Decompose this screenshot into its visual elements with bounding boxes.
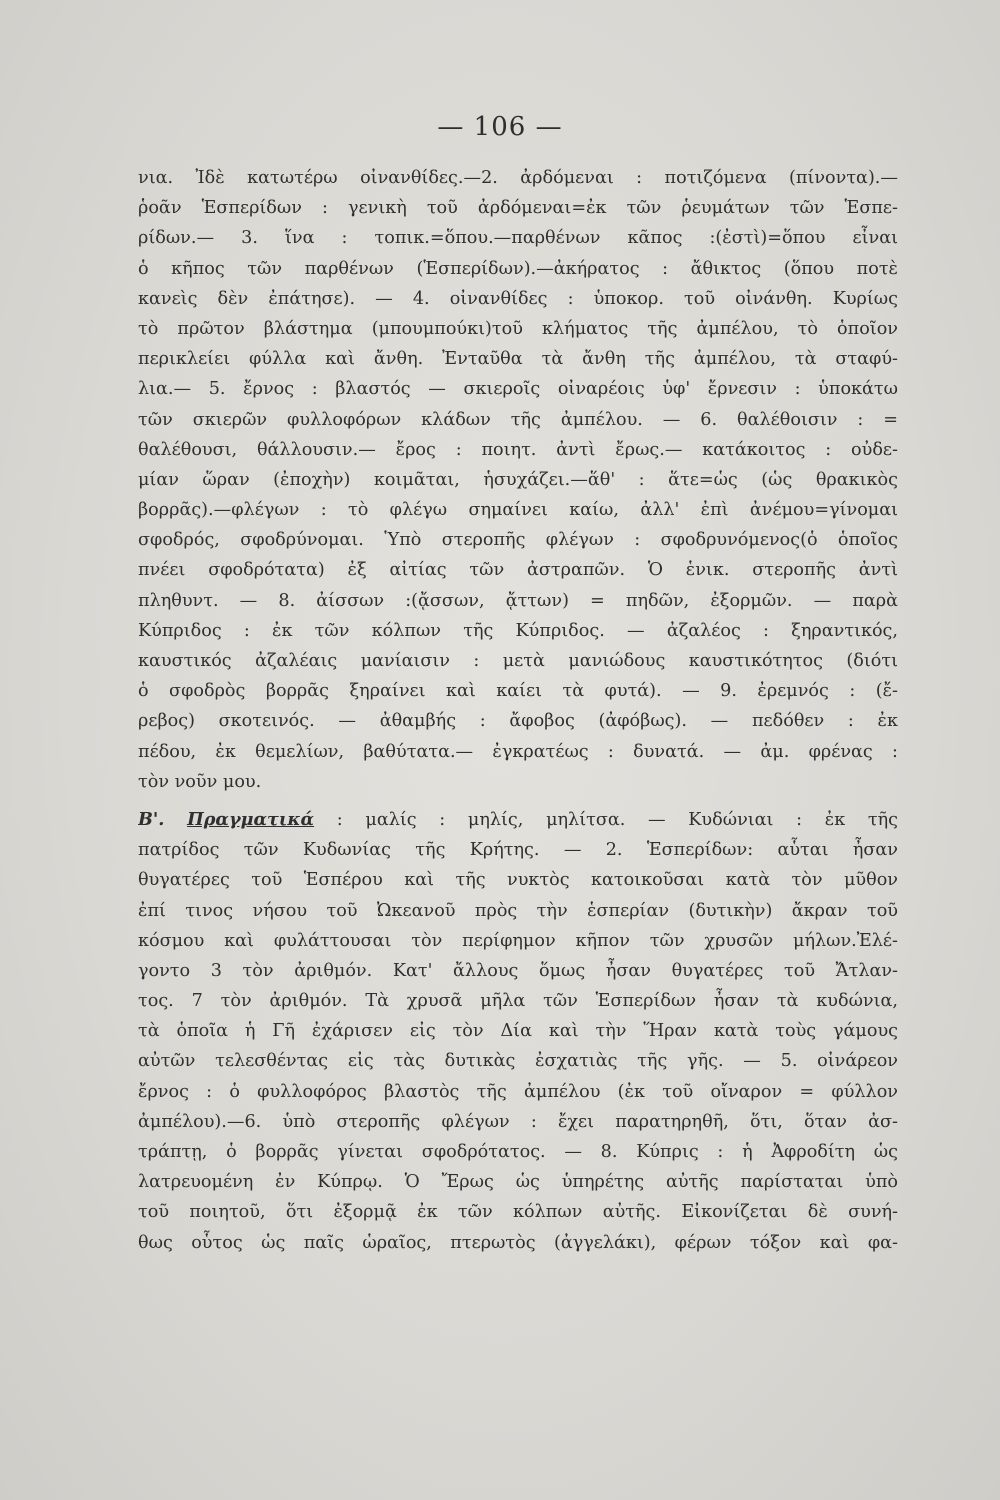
text-line: τος. 7 τὸν ἀριθμόν. Τὰ χρυσᾶ μῆλα τῶν Ἑσπερίδων ἦσαν τὰ κυδώνια, bbox=[138, 991, 898, 1012]
text-line: ρίδων.— 3. ἵνα : τοπικ.=ὅπου.—παρθένων κᾶπος :(ἐστὶ)=ὅπου εἶναι bbox=[138, 228, 898, 249]
text-line: ἐπί τινος νήσου τοῦ Ὠκεανοῦ πρὸς τὴν ἑσπερίαν (δυτικὴν) ἄκραν τοῦ bbox=[138, 900, 898, 921]
text-line: τράπτῃ, ὁ βορρᾶς γίνεται σφοδρότατος. — 8. Κύπρις : ἡ Ἀφροδίτη ὡς bbox=[138, 1142, 898, 1162]
text-line: θως οὗτος ὡς παῖς ὡραῖος, πτερωτὸς (ἀγγελάκι), φέρων τόξον καὶ φα- bbox=[138, 1232, 898, 1253]
text-line: θυγατέρες τοῦ Ἑσπέρου καὶ τῆς νυκτὸς κατοικοῦσαι κατὰ τὸν μῦθον bbox=[138, 870, 898, 891]
text-line: τοῦ ποιητοῦ, ὅτι ἐξορμᾷ ἐκ τῶν κόλπων αὐτῆς. Εἰκονίζεται δὲ συνή- bbox=[138, 1202, 898, 1223]
text-line: μίαν ὥραν (ἐποχὴν) κοιμᾶται, ἡσυχάζει.—ἅθ' : ἅτε=ὡς (ὡς θρακικὸς bbox=[138, 469, 898, 490]
text-line: λατρευομένη ἐν Κύπρῳ. Ὁ Ἔρως ὡς ὑπηρέτης αὐτῆς παρίσταται ὑπὸ bbox=[138, 1172, 898, 1193]
commentary-text bbox=[138, 163, 898, 1258]
text-line: θαλέθουσι, θάλλουσιν.— ἔρος : ποιητ. ἀντὶ ἔρως.— κατάκοιτος : οὐδε- bbox=[138, 439, 898, 460]
text-line: κανεὶς δὲν ἐπάτησε). — 4. οἰνανθίδες : ὑποκορ. τοῦ οἰνάνθη. Κυρίως bbox=[138, 288, 898, 309]
text-line: πέδου, ἐκ θεμελίων, βαθύτατα.— ἐγκρατέως : δυνατά. — ἀμ. φρένας : bbox=[138, 741, 898, 762]
text-line: πνέει σφοδρότατα) ἐξ αἰτίας τῶν ἀστραπῶν. Ὁ ἑνικ. στεροπῆς ἀντὶ bbox=[138, 560, 898, 581]
section-title: Πραγματικά bbox=[187, 808, 315, 830]
text-line: πληθυντ. — 8. ἀίσσων :(ᾄσσων, ᾄττων) = πηδῶν, ἐξορμῶν. — παρὰ bbox=[138, 590, 898, 611]
page-number: — 106 — bbox=[437, 112, 563, 142]
text-line: Κύπριδος : ἐκ τῶν κόλπων τῆς Κύπριδος. — ἀζαλέος : ξηραντικός, bbox=[138, 620, 898, 641]
text-line: νια. Ἰδὲ κατωτέρω οἰνανθίδες.—2. ἀρδόμεναι : ποτιζόμενα (πίνοντα).— bbox=[138, 168, 898, 188]
text-line: τῶν σκιερῶν φυλλοφόρων κλάδων τῆς ἀμπέλου. — 6. θαλέθοισιν : = bbox=[138, 409, 898, 430]
text-line: σφοδρός, σφοδρύνομαι. Ὑπὸ στεροπῆς φλέγων : σφοδρυνόμενος(ὁ ὁποῖος bbox=[138, 530, 898, 551]
text-line: τὰ ὁποῖα ἡ Γῆ ἐχάρισεν εἰς τὸν Δία καὶ τὴν Ἥραν κατὰ τοὺς γάμους bbox=[138, 1021, 898, 1042]
text-line: καυστικός ἀζαλέαις μανίαισιν : μετὰ μανιώδους καυστικότητος (διότι bbox=[138, 651, 898, 671]
text-line: ὁ σφοδρὸς βορρᾶς ξηραίνει καὶ καίει τὰ φυτά). — 9. ἐρεμνός : (ἔ- bbox=[138, 681, 898, 702]
text-line: πατρίδος τῶν Κυδωνίας τῆς Κρήτης. — 2. Ἑσπερίδων: αὗται ἦσαν bbox=[138, 840, 898, 861]
text-line: ρεβος) σκοτεινός. — ἀθαμβής : ἄφοβος (ἀφόβως). — πεδόθεν : ἐκ bbox=[138, 711, 898, 732]
text-line: αὐτῶν τελεσθέντας εἰς τὰς δυτικὰς ἐσχατιὰς τῆς γῆς. — 5. οἰνάρεον bbox=[138, 1051, 898, 1072]
text-line: ὁ κῆπος τῶν παρθένων (Ἑσπερίδων).—ἀκήρατος : ἄθικτος (ὅπου ποτὲ bbox=[138, 258, 898, 279]
text-line: λια.— 5. ἔρνος : βλαστός — σκιεροῖς οἰναρέοις ὑφ' ἔρνεσιν : ὑποκάτω bbox=[138, 379, 898, 400]
text-line: ῥοᾶν Ἑσπερίδων : γενικὴ τοῦ ἀρδόμεναι=ἐκ τῶν ῥευμάτων τῶν Ἑσπε- bbox=[138, 198, 898, 219]
text-line: ἀμπέλου).—6. ὑπὸ στεροπῆς φλέγων : ἔχει παρατηρηθῆ, ὅτι, ὅταν ἀσ- bbox=[138, 1111, 898, 1132]
section-marker: Β'. bbox=[138, 808, 165, 830]
text-line: κόσμου καὶ φυλάττουσαι τὸν περίφημον κῆπον τῶν χρυσῶν μήλων.Ἐλέ- bbox=[138, 930, 898, 951]
text-line: τὸν νοῦν μου. bbox=[138, 771, 262, 792]
text-line-segment: : μαλίς : μηλίς, μηλίτσα. — Κυδώνιαι : ἐκ τῆς bbox=[314, 809, 898, 830]
text-line: ἔρνος : ὁ φυλλοφόρος βλαστὸς τῆς ἀμπέλου (ἐκ τοῦ οἴναρον = φύλλον bbox=[138, 1081, 898, 1102]
text-line: γοντο 3 τὸν ἀριθμόν. Κατ' ἄλλους ὅμως ἦσαν θυγατέρες τοῦ Ἄτλαν- bbox=[138, 960, 898, 981]
text-line: τὸ πρῶτον βλάστημα (μπουμπούκι)τοῦ κλήματος τῆς ἀμπέλου, τὸ ὁποῖον bbox=[138, 318, 898, 339]
text-line: βορρᾶς).—φλέγων : τὸ φλέγω σημαίνει καίω, ἀλλ' ἐπὶ ἀνέμου=γίνομαι bbox=[138, 500, 898, 521]
section-b-heading-line bbox=[138, 805, 898, 835]
text-line: περικλείει φύλλα καὶ ἄνθη. Ἐνταῦθα τὰ ἄνθη τῆς ἀμπέλου, τὰ σταφύ- bbox=[138, 349, 898, 370]
